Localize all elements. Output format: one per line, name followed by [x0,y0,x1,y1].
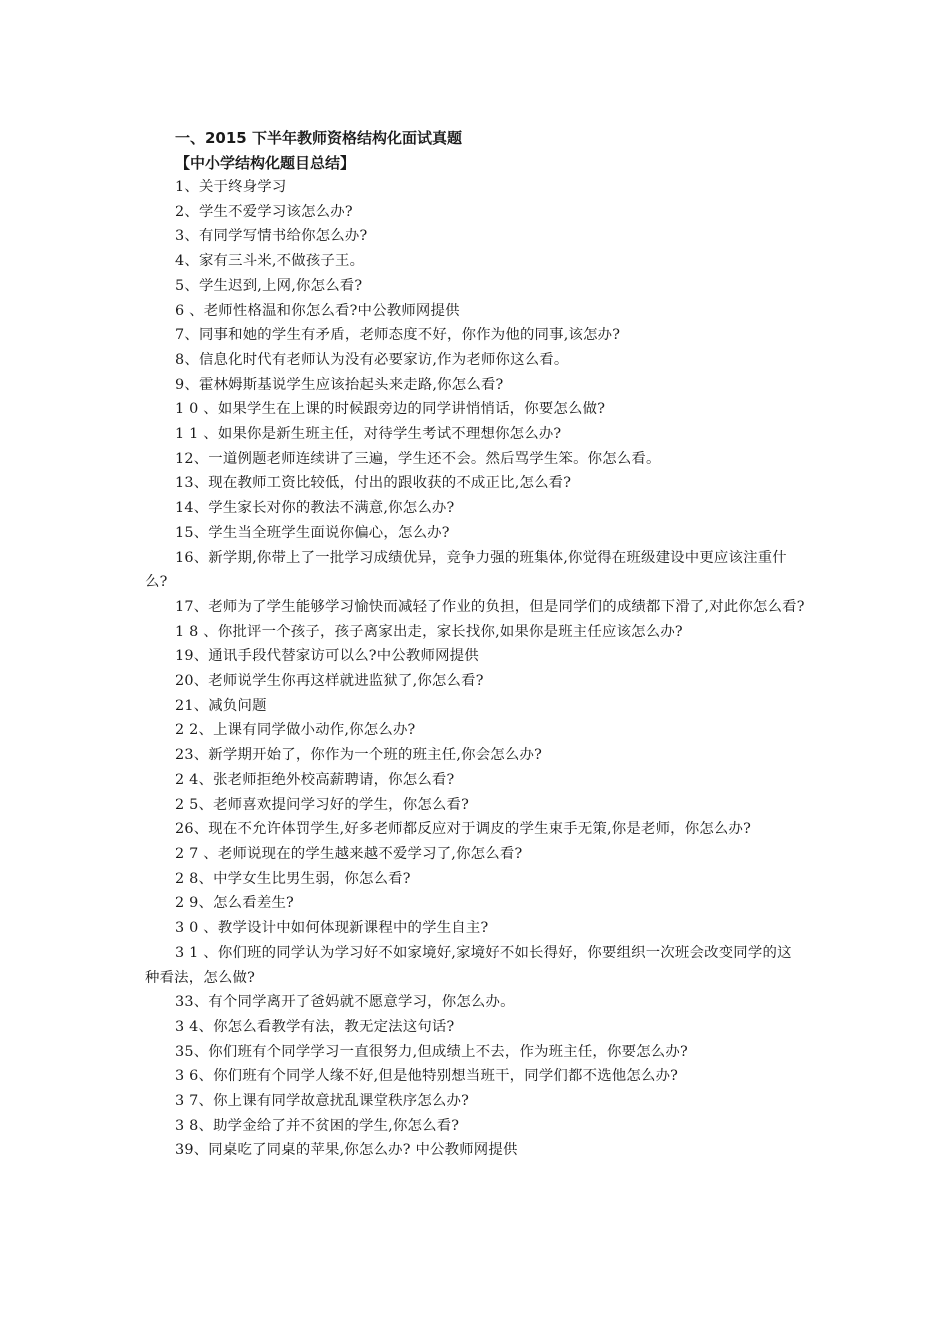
question-item: 35、你们班有个同学学习一直很努力,但成绩上不去，作为班主任，你要怎么办? [175,1043,688,1060]
question-item: 13、现在教师工资比较低，付出的跟收获的不成正比,怎么看? [175,475,572,492]
document-title: 一、2015 下半年教师资格结构化面试真题 [175,129,462,147]
question-item: 1、关于终身学习 [175,179,287,195]
question-item: 3 1 、你们班的同学认为学习好不如家境好,家境好不如长得好，你要组织一次班会改变同学的这种看法，怎么做? [145,944,792,986]
question-item: 19、通讯手段代替家访可以么?中公教师网提供 [175,648,479,665]
document-subtitle: 【中小学结构化题目总结】 [175,153,356,172]
question-item: 2 4、张老师拒绝外校高薪聘请，你怎么看? [175,771,455,788]
question-item: 3 8、助学金给了并不贫困的学生,你怎么看? [175,1117,460,1134]
question-item: 12、一道例题老师连续讲了三遍，学生还不会。然后骂学生笨。你怎么看。 [175,450,661,467]
question-item: 1 8 、你批评一个孩子，孩子离家出走，家长找你,如果你是班主任应该怎么办? [175,623,683,640]
question-item: 20、老师说学生你再这样就进监狱了,你怎么看? [175,673,484,690]
question-item: 5、学生迟到,上网,你怎么看? [175,277,363,294]
question-item: 23、新学期开始了，你作为一个班的班主任,你会怎么办? [175,747,542,764]
question-item: 1 1 、如果你是新生班主任，对待学生考试不理想你怎么办? [175,426,562,443]
question-item: 16、新学期,你带上了一批学习成绩优异，竞争力强的班集体,你觉得在班级建设中更应该注重什么? [145,549,787,591]
document-page [145,126,805,1163]
question-item: 3 7、你上课有同学故意扰乱课堂秩序怎么办? [175,1093,470,1110]
question-item: 2 5、老师喜欢提问学习好的学生，你怎么看? [175,796,470,813]
question-item: 26、现在不允许体罚学生,好多老师都反应对于调皮的学生束手无策,你是老师，你怎么办? [175,821,752,838]
question-item: 2 8、中学女生比男生弱，你怎么看? [175,870,411,887]
question-item: 2 2、上课有同学做小动作,你怎么办? [175,722,416,739]
question-item: 7、同事和她的学生有矛盾，老师态度不好，你作为他的同事,该怎办? [175,327,621,344]
question-item: 6 、老师性格温和你怎么看?中公教师网提供 [175,302,460,319]
question-item: 3、有同学写情书给你怎么办? [175,228,368,245]
question-item: 33、有个同学离开了爸妈就不愿意学习，你怎么办。 [175,994,515,1011]
question-item: 2 7 、老师说现在的学生越来越不爱学习了,你怎么看? [175,845,523,862]
question-item: 8、信息化时代有老师认为没有必要家访,作为老师你这么看。 [175,351,569,368]
question-item: 17、老师为了学生能够学习愉快而减轻了作业的负担，但是同学们的成绩都下滑了,对此你怎么看? [175,598,805,615]
question-item: 21、减负问题 [175,697,267,714]
question-item: 2 9、怎么看差生? [175,895,294,912]
question-item: 3 4、你怎么看教学有法，教无定法这句话? [175,1018,455,1035]
question-item: 1 0 、如果学生在上课的时候跟旁边的同学讲悄悄话，你要怎么做? [175,401,606,418]
question-item: 9、霍林姆斯基说学生应该抬起头来走路,你怎么看? [175,376,504,393]
question-item: 3 0 、教学设计中如何体现新课程中的学生自主? [175,920,489,937]
question-item: 15、学生当全班学生面说你偏心，怎么办? [175,524,450,541]
question-item: 2、学生不爱学习该怎么办? [175,203,353,220]
question-item: 4、家有三斗米,不做孩子王。 [175,253,365,270]
question-item: 3 6、你们班有个同学人缘不好,但是他特别想当班干，同学们都不选他怎么办? [175,1068,679,1085]
question-item: 14、学生家长对你的教法不满意,你怎么办? [175,500,455,517]
question-item: 39、同桌吃了同桌的苹果,你怎么办? 中公教师网提供 [175,1142,518,1159]
